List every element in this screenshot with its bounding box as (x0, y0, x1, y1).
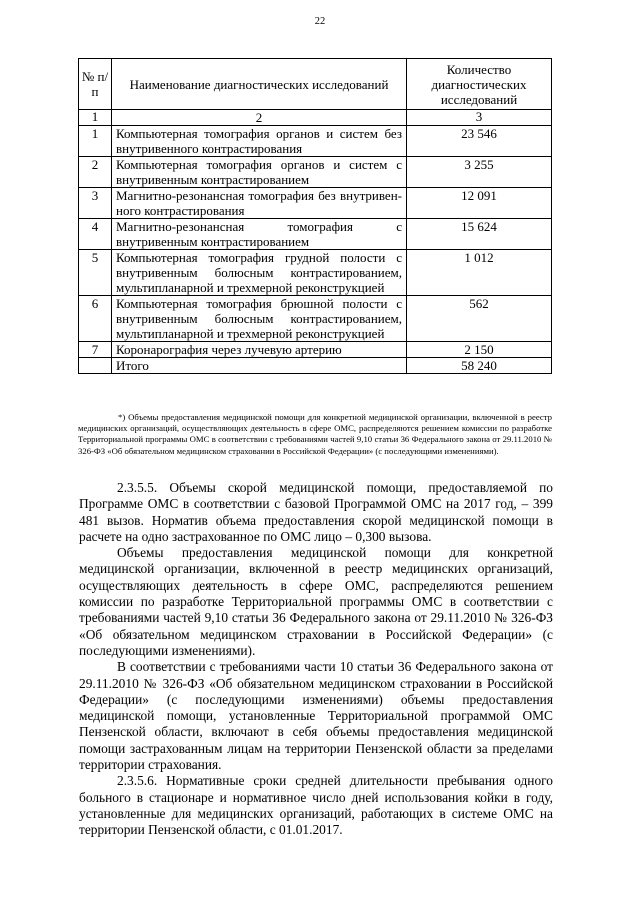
row-qty: 2 150 (407, 342, 552, 358)
row-number: 6 (79, 296, 112, 342)
row-qty: 23 546 (407, 126, 552, 157)
row-number: 5 (79, 250, 112, 296)
total-label: Итого (112, 358, 407, 374)
row-number: 4 (79, 219, 112, 250)
total-qty: 58 240 (407, 358, 552, 374)
row-name: Компьютерная томография органов и систем с внутривенным контрастированием (112, 157, 407, 188)
table-row (79, 250, 552, 296)
table-row (79, 157, 552, 188)
table-footnote: *) Объемы предоставления медицинской помощи для конкретной медицинской организации, включенной в реестр медицинских организаций, осуществляющих деятельность в сфере ОМС, распределяются решением комиссии по разработке Территориальной программы ОМС в соответствии с требованиями частей 9,10 статьи 36 Федерального закона от 29.11.2010 № 326-ФЗ «Об обязательном медицинском страховании в Российской Федерации» (с последующими изменениями). (78, 412, 552, 456)
row-name: Компьютерная томография органов и систем без внутривенного контрастирования (112, 126, 407, 157)
paragraph: 2.3.5.6. Нормативные сроки средней длительности пребывания одного больного в стационаре и нормативное число дней использования койки в году, установленные для медицинских организаций, работающих в системе ОМС на территории Пензенской области, с 01.01.2017. (79, 773, 553, 838)
row-number: 7 (79, 342, 112, 358)
table-total-row (79, 358, 552, 374)
column-number: 3 (407, 110, 552, 126)
table-row (79, 188, 552, 219)
row-qty: 12 091 (407, 188, 552, 219)
total-num-cell (79, 358, 112, 374)
paragraph: 2.3.5.5. Объемы скорой медицинской помощи, предоставляемой по Программе ОМС в соответствии с базовой Программой ОМС на 2017 год, – 399 481 вызов. Норматив объема предоставления скорой медицинской помощи в расчете на одно застрахованное по ОМС лицо – 0,300 вызова. (79, 480, 553, 544)
row-name: Компьютерная томография грудной полости с внутривенным болюсным контрастированием, мультипланарной и трехмерной реконструкцией (112, 250, 407, 296)
row-number: 1 (79, 126, 112, 157)
header-qty: Количество диагностических исследований (407, 59, 552, 110)
row-name: Магнитно-резонансная томография без внутривен-ного контрастирования (112, 188, 407, 219)
row-qty: 15 624 (407, 219, 552, 250)
table-row (79, 342, 552, 358)
header-name: Наименование диагностических исследований (112, 59, 407, 110)
paragraph: В соответствии с требованиями части 10 статьи 36 Федерального закона от 29.11.2010 № 326-ФЗ «Об обязательном медицинском страховании в Российской Федерации» (с последующими изменениями) объемы предоставления медицинской помощи, установленные Территориальной программой ОМС Пензенской области, включают в себя объемы предоставления медицинской помощи застрахованным лицам на территории Пензенской области за пределами территории страхования. (79, 659, 553, 773)
row-qty: 3 255 (407, 157, 552, 188)
column-number: 1 (79, 110, 112, 126)
row-qty: 1 012 (407, 250, 552, 296)
diagnostics-table (78, 58, 552, 374)
column-number: 2 (112, 110, 407, 126)
table-row (79, 296, 552, 342)
paragraph: Объемы предоставления медицинской помощи для конкретной медицинской организации, включенной в реестр медицинских организаций, осуществляющих деятельность в сфере ОМС, распределяются решением комиссии по разработке Территориальной программы ОМС в соответствии с требованиями частей 9,10 статьи 36 Федерального закона от 29.11.2010 № 326-ФЗ «Об обязательном медицинском страховании в Российской Федерации» (с последующими изменениями). (79, 545, 553, 658)
body-text (79, 480, 553, 839)
row-number: 3 (79, 188, 112, 219)
table-header-row (79, 59, 552, 110)
page-number: 22 (314, 16, 326, 27)
row-name: Компьютерная томография брюшной полости с внутривенным болюсным контрастированием, мультипланарной и трехмерной реконструкцией (112, 296, 407, 342)
row-number: 2 (79, 157, 112, 188)
row-name: Магнитно-резонансная томография с внутривенным контрастированием (112, 219, 407, 250)
column-numbers-row (79, 110, 552, 126)
header-num: № п/п (79, 59, 112, 110)
row-name: Коронарография через лучевую артерию (112, 342, 407, 358)
table-row (79, 126, 552, 157)
table-row (79, 219, 552, 250)
row-qty: 562 (407, 296, 552, 342)
